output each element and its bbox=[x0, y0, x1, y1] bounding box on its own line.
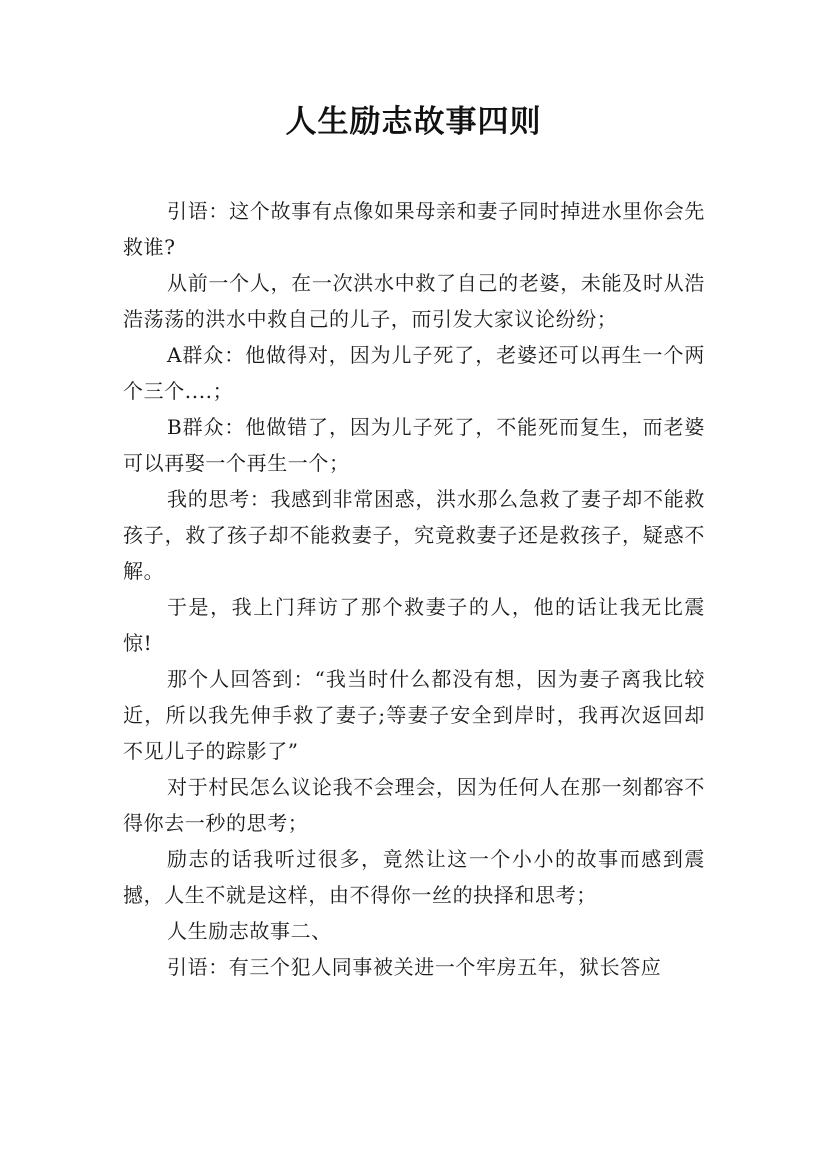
paragraph: 从前一个人，在一次洪水中救了自己的老婆，未能及时从浩浩荡荡的洪水中救自己的儿子，而引发大家议论纷纷； bbox=[123, 271, 705, 331]
section-heading: 人生励志故事二、 bbox=[167, 919, 332, 943]
paragraph: 对于村民怎么议论我不会理会，因为任何人在那一刻都容不得你去一秒的思考； bbox=[123, 775, 705, 835]
paragraph: B群众：他做错了，因为儿子死了，不能死而复生，而老婆可以再娶一个再生一个； bbox=[123, 415, 705, 475]
paragraph: 那个人回答到：“我当时什么都没有想，因为妻子离我比较近，所以我先伸手救了妻子;等妻子安全到岸时，我再次返回却不见儿子的踪影了” bbox=[123, 667, 705, 763]
document-body bbox=[123, 193, 705, 985]
paragraph: 励志的话我听过很多，竟然让这一个小小的故事而感到震撼，人生不就是这样，由不得你一丝的抉择和思考； bbox=[123, 847, 705, 907]
paragraph: 于是，我上门拜访了那个救妻子的人，他的话让我无比震惊! bbox=[123, 595, 705, 655]
paragraph: 我的思考：我感到非常困惑，洪水那么急救了妻子却不能救孩子，救了孩子却不能救妻子，究竟救妻子还是救孩子，疑惑不解。 bbox=[123, 487, 705, 583]
paragraph: A群众：他做得对，因为儿子死了，老婆还可以再生一个两个三个....； bbox=[123, 343, 705, 403]
paragraph: 引语：有三个犯人同事被关进一个牢房五年，狱长答应 bbox=[167, 955, 662, 979]
document-title: 人生励志故事四则 bbox=[285, 104, 542, 140]
paragraph: 引语：这个故事有点像如果母亲和妻子同时掉进水里你会先救谁? bbox=[123, 199, 705, 259]
